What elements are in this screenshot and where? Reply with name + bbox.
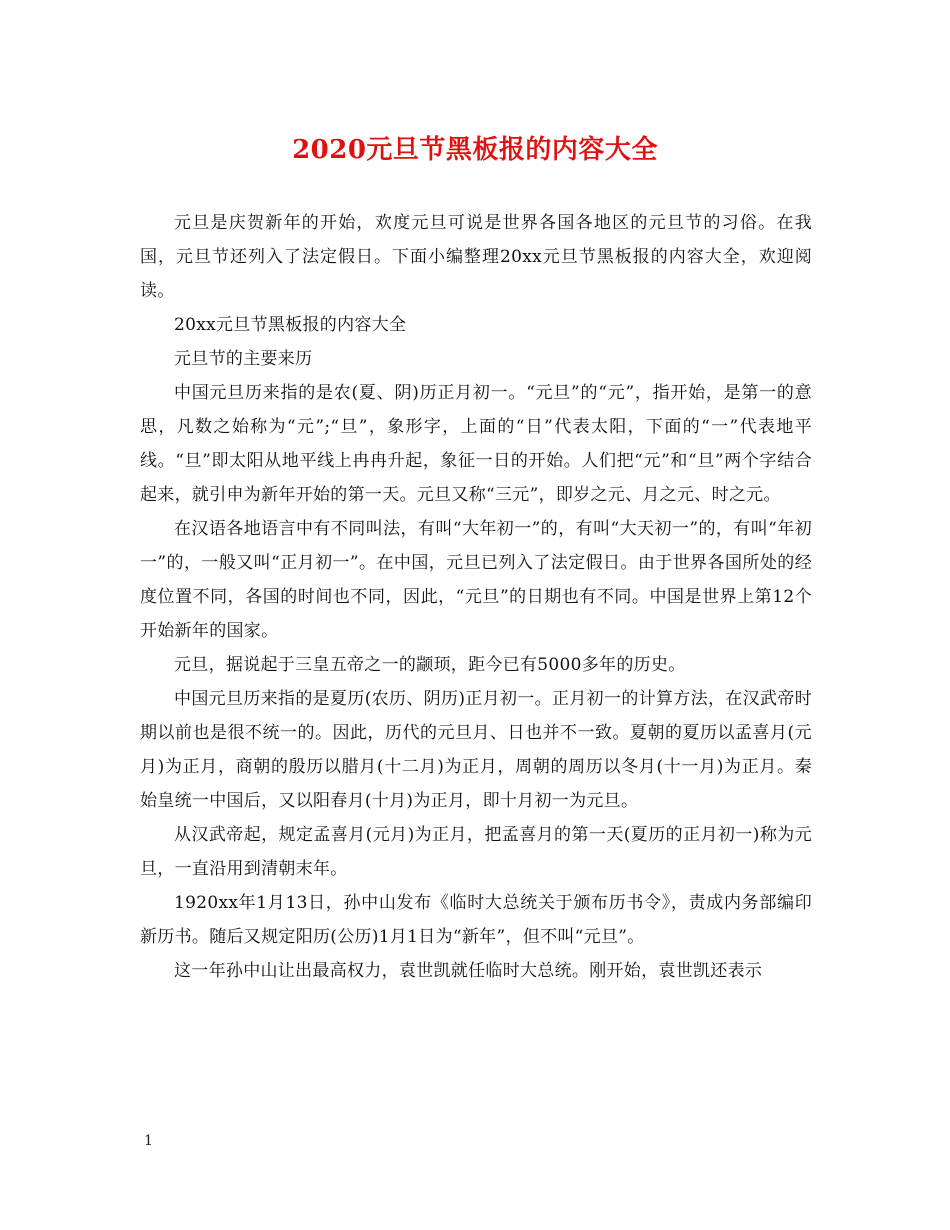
paragraph-yuan-shikai: 这一年孙中山让出最高权力，袁世凯就任临时大总统。刚开始，袁世凯还表示 [174,961,763,981]
paragraph-calendar-history: 中国元旦历来指的是夏历(农历、阴历)正月初一。正月初一的计算方法，在汉武帝时期以前也是很不统一的。因此，历代的元旦月、日也并不一致。夏朝的夏历以孟喜月(元月)为正月，商朝的殷历以腊月(十二月)为正月，周朝的周历以冬月(十一月)为正月。秦始皇统一中国后，又以阳春月(十月)为正月，即十月初一为元旦。 [140,689,812,811]
paragraph-han-wudi: 从汉武帝起，规定孟喜月(元月)为正月，把孟喜月的第一天(夏历的正月初一)称为元旦，一直沿用到清朝末年。 [140,825,812,879]
paragraph-names: 在汉语各地语言中有不同叫法，有叫“大年初一”的，有叫“大天初一”的，有叫“年初一”的，一般又叫“正月初一”。在中国，元旦已列入了法定假日。由于世界各国所处的经度位置不同，各国的时间也不同，因此，“元旦”的日期也有不同。中国是世界上第12个开始新年的国家。 [140,519,812,641]
paragraph-history-age: 元旦，据说起于三皇五帝之一的颛顼，距今已有5000多年的历史。 [174,655,686,675]
page-number: 1 [144,1133,153,1149]
document-body [140,206,812,988]
paragraph-sun-yatsen: 1920xx年1月13日，孙中山发布《临时大总统关于颁布历书令》，责成内务部编印新历书。随后又规定阳历(公历)1月1日为“新年”，但不叫“元旦”。 [140,893,812,947]
paragraph-subheading: 20xx元旦节黑板报的内容大全 [174,315,407,335]
paragraph-intro: 元旦是庆贺新年的开始，欢度元旦可说是世界各国各地区的元旦节的习俗。在我国，元旦节还列入了法定假日。下面小编整理20xx元旦节黑板报的内容大全，欢迎阅读。 [140,213,812,301]
paragraph-section-heading: 元旦节的主要来历 [174,349,313,369]
document-title: 2020元旦节黑板报的内容大全 [292,135,658,165]
paragraph-origin-meaning: 中国元旦历来指的是农(夏、阴)历正月初一。“元旦”的“元”，指开始，是第一的意思，凡数之始称为“元”;“旦”，象形字，上面的“日”代表太阳，下面的“一”代表地平线。“旦”即太阳从地平线上冉冉升起，象征一日的开始。人们把“元”和“旦”两个字结合起来，就引申为新年开始的第一天。元旦又称“三元”，即岁之元、月之元、时之元。 [140,383,812,505]
